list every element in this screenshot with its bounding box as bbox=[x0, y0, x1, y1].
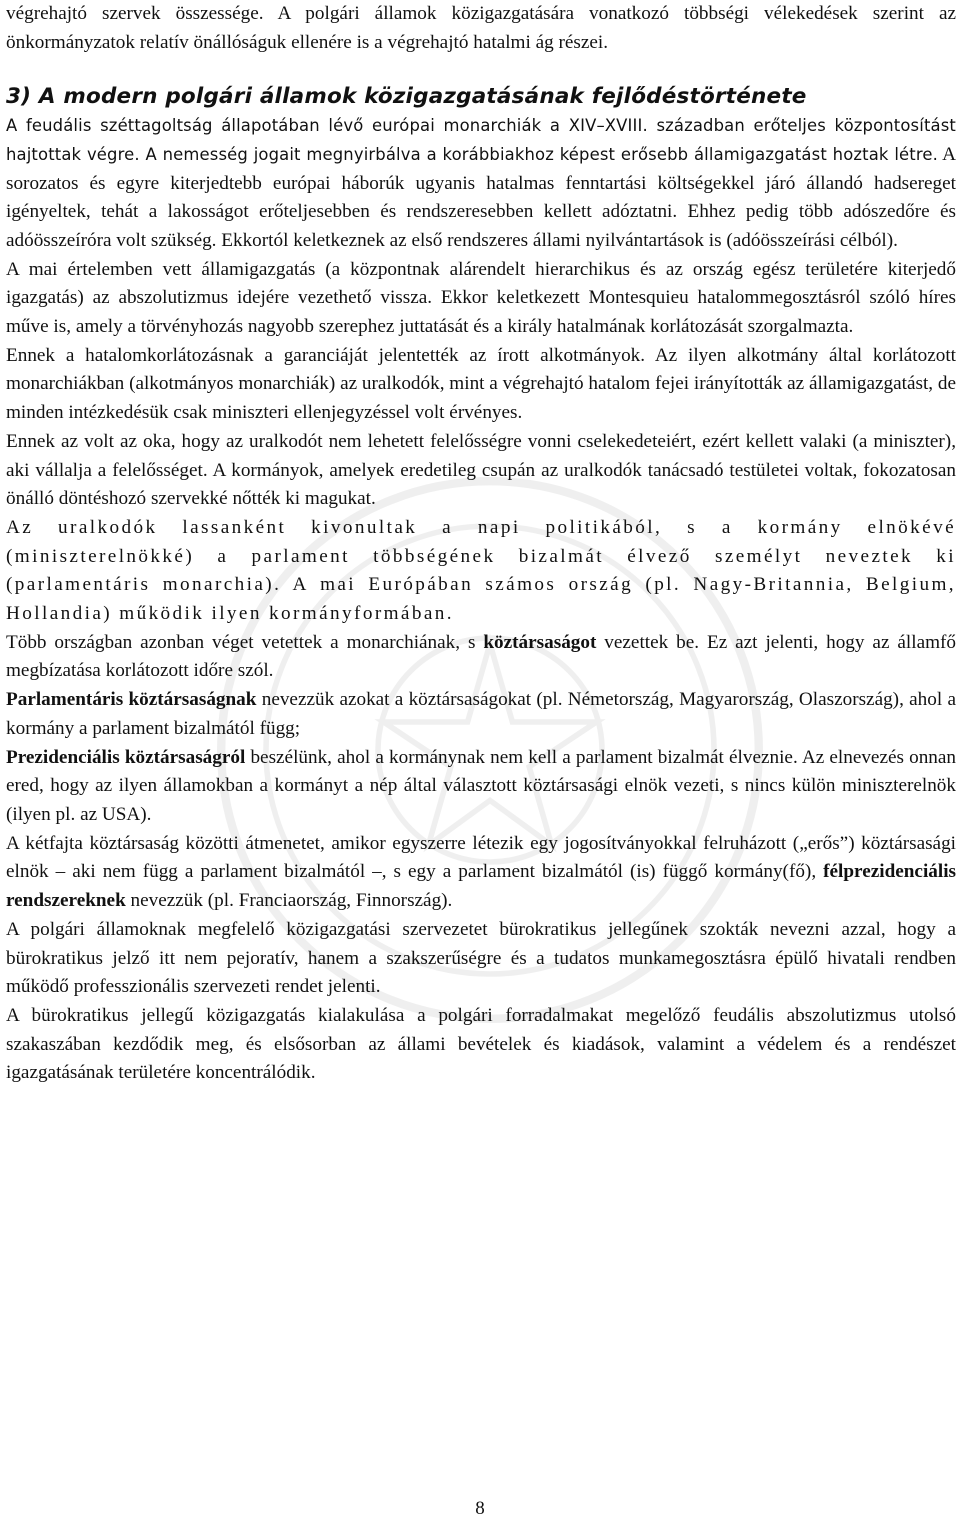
paragraph-constitutions: Ennek a hatalomkorlátozásnak a garanciáját jelentették az írott alkotmányok. Az ilyen alkotmány által korlátozott monarchiákban (alkotmányos monarchiák) az uralkodók, mint a végrehajtó hatalom fejei irányították az államigazgatást, de minden intézkedésük csak miniszteri ellenjegyzéssel volt érvényes. bbox=[6, 344, 956, 424]
paragraph-feudal-serif-part: A sorozatos és egyre kiterjedtebb európai háborúk ugyanis hatalmas fenntartási költségekkel járó állandó hadsereget igényeltek, tehát a lakosságot erőteljesebben és rendszeresebben kellett adóztatni. Ehhez pedig több adószedőre és adóösszeíróra volt szükség. Ekkortól keletkeznek az első rendszeres állami nyilvántartások is (adóösszeírási célból). bbox=[6, 143, 956, 251]
section-heading: 3) A modern polgári államok közigazgatásának fejlődéstörténete bbox=[6, 84, 807, 110]
republic-term: köztársaságot bbox=[483, 631, 597, 653]
paragraph-republic bbox=[6, 629, 956, 686]
parliamentary-republic-text: nevezzük azokat a köztársaságokat (pl. Németország, Magyarország, Olaszország), ahol a kormány a parlament bizalmától függ; bbox=[6, 689, 956, 739]
paragraph-responsibility: Ennek az volt az oka, hogy az uralkodót nem lehetett felelősségre vonni cselekedeteiért, ezért kellett valaki (a miniszter), aki vállalja a felelősséget. A kormányok, amelyek eredetileg csupán az uralkodók tanácsadó testületei voltak, fokozatosan önálló döntéshozó szervekké nőtték ki magukat. bbox=[6, 430, 956, 510]
presidential-republic-text: beszélünk, ahol a kormánynak nem kell a parlament bizalmát élveznie. Az elnevezés onnan ered, hogy az ilyen államokban a kormányt a nép által választott köztársasági elnök vezeti, s nincs külön miniszterelnök (ilyen pl. az USA). bbox=[6, 746, 957, 825]
paragraph-absolutism: A mai értelemben vett államigazgatás (a központnak alárendelt hierarchikus és az ország egész területére kiterjedő igazgatás) az abszolutizmus idejére vezethető vissza. Ekkor keletkezett Montesquieu hatalommegosztásról szóló híres műve is, amely a törvényhozás nagyobb szerephez juttatását és a király hatalmának korlátozását szorgalmazta. bbox=[6, 258, 956, 338]
paragraph-feudal bbox=[6, 112, 956, 256]
document-body bbox=[6, 0, 956, 1088]
republic-text-post: vezettek be. Ez azt jelenti, hogy az államfő megbízatása korlátozott időre szól. bbox=[6, 631, 956, 682]
paragraph-parliamentary-republic bbox=[6, 686, 956, 743]
semi-presidential-text-pre: A kétfajta köztársaság közötti átmenetet, amikor egyszerre létezik egy jogosítványokkal felruházott („erős”) köztársasági elnök – aki nem függ a parlament bizalmától –, s egy a parlament bizalmától (is) függő kormány(fő), bbox=[6, 832, 956, 883]
parliamentary-republic-term: Parlamentáris köztársaságnak bbox=[6, 689, 257, 711]
republic-text-pre: Több országban azonban véget vetettek a monarchiának, s bbox=[6, 631, 484, 653]
paragraph-presidential-republic bbox=[6, 744, 956, 830]
paragraph-semi-presidential bbox=[6, 830, 956, 916]
paragraph-intro: végrehajtó szervek összessége. A polgári államok közigazgatására vonatkozó többségi vélekedések szerint az önkormányzatok relatív önállóságuk ellenére is a végrehajtó hatalmi ág részei. bbox=[6, 3, 956, 53]
semi-presidential-text-post: nevezzük (pl. Franciaország, Finnország). bbox=[125, 890, 453, 912]
page-number: 8 bbox=[475, 1498, 485, 1519]
paragraph-bureaucratic: A polgári államoknak megfelelő közigazgatási szervezetet bürokratikus jellegűnek szokták nevezni azzal, hogy a bürokratikus jelző itt nem pejoratív, hanem a szakszerűségre és a tudatos munkamegosztásra épülő hivatali rendben működő professzionális szervezeti rendet jelenti. bbox=[6, 918, 956, 998]
paragraph-parliamentary-monarchy: Az uralkodók lassanként kivonultak a napi politikából, s a kormány elnökévé (miniszterelnökké) a parlament többségének bizalmát élvező személyt neveztek ki (parlamentáris monarchia). A mai Európában számos ország (pl. Nagy-Britannia, Belgium, Hollandia) működik ilyen kormányformában. bbox=[6, 516, 956, 625]
semi-presidential-term: félprezidenciális rendszereknek bbox=[6, 861, 956, 912]
paragraph-bureaucratic-origin: A bürokratikus jellegű közigazgatás kialakulása a polgári forradalmakat megelőző feudális abszolutizmus utolsó szakaszában kezdődik meg, és elsősorban az állami bevételek és kiadások, valamint a védelem és a rendészet igazgatásának területére koncentrálódik. bbox=[6, 1004, 956, 1084]
paragraph-feudal-sans-part: A feudális széttagoltság állapotában lévő európai monarchiák a XIV–XVIII. században erőteljes központosítást hajtottak végre. A nemesség jogait megnyirbálva a korábbiakhoz képest erősebb államigazgatást hoztak létre. bbox=[6, 116, 956, 164]
presidential-republic-term: Prezidenciális köztársaságról bbox=[6, 746, 246, 768]
